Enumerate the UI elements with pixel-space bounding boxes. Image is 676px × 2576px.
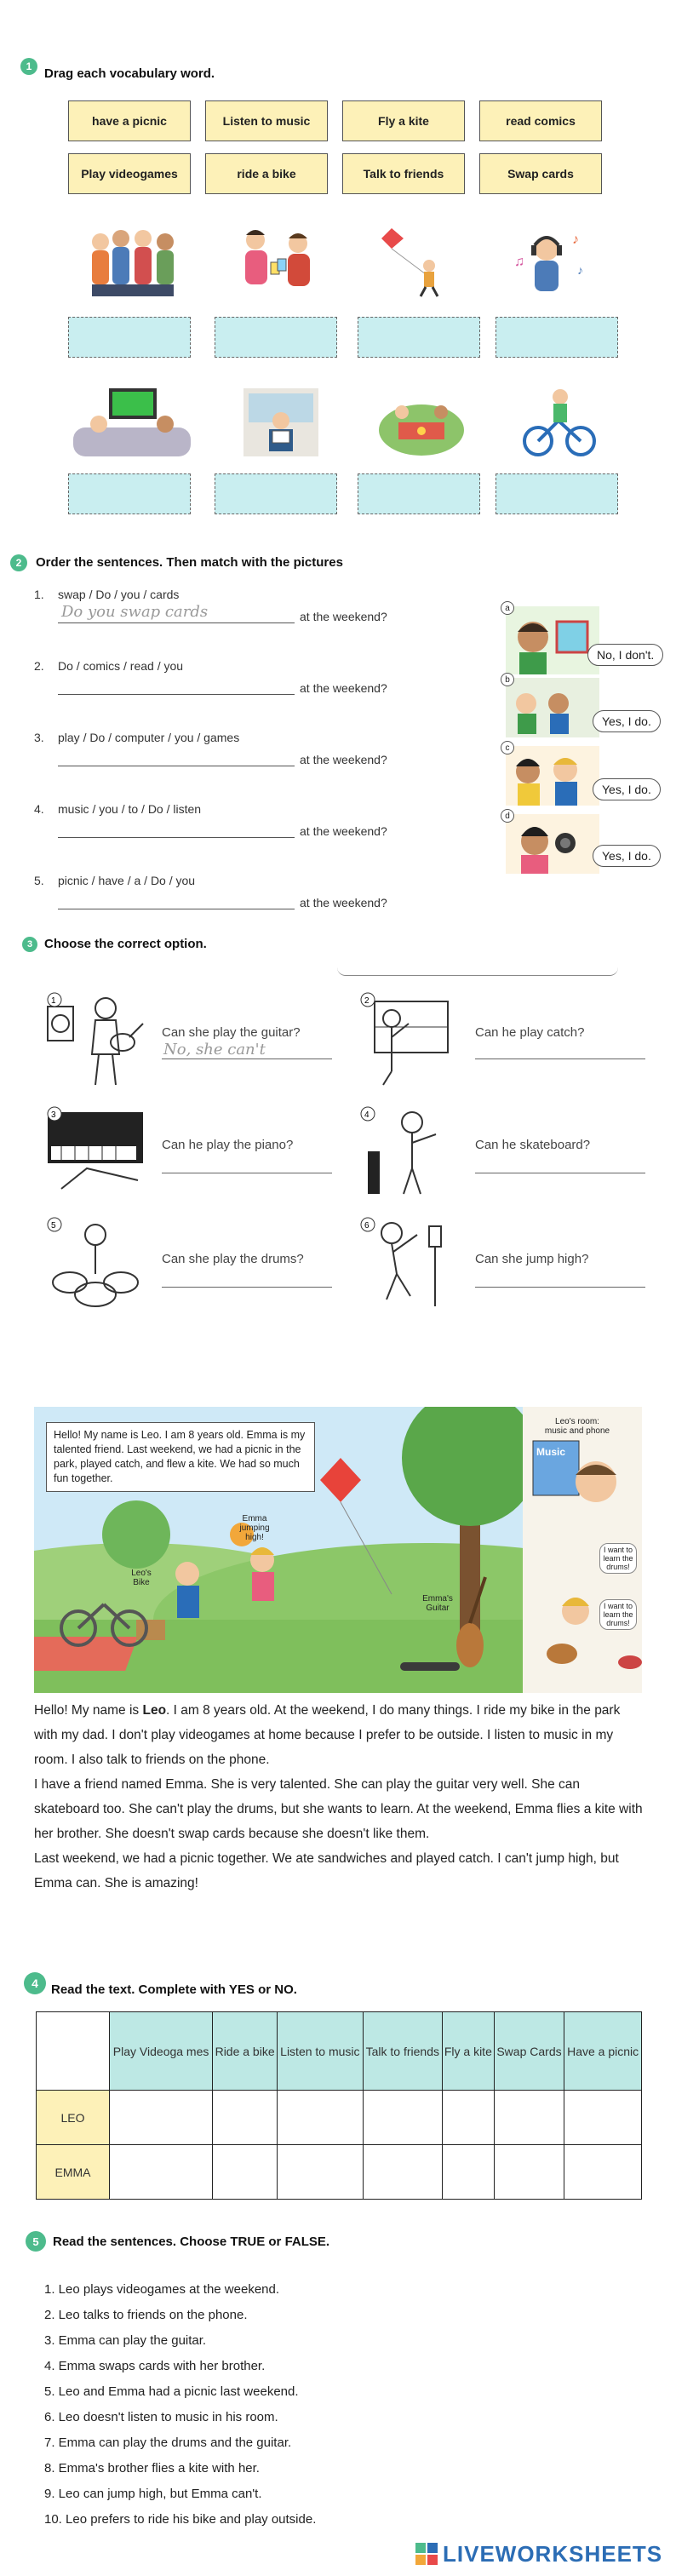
- liveworksheets-logo-icon: [414, 2541, 439, 2567]
- svg-text:4: 4: [364, 1110, 370, 1120]
- drop-box[interactable]: [496, 317, 618, 358]
- reading-text: [34, 1698, 647, 1896]
- sentence-number: 2.: [34, 659, 44, 673]
- answer-cell[interactable]: [494, 2145, 564, 2200]
- sentence-ending: at the weekend?: [300, 896, 387, 909]
- svg-text:♪: ♪: [577, 263, 583, 277]
- word-card[interactable]: Listen to music: [205, 100, 328, 141]
- row-header: EMMA: [37, 2145, 110, 2200]
- play-videogames-picture: [68, 383, 196, 460]
- answer-line[interactable]: [58, 678, 295, 695]
- read-comics-picture: [238, 383, 324, 460]
- story-caption: Hello! My name is Leo. I am 8 years old. Emma is my talented friend. Last weekend, we had a picnic in the park, played catch, and flew a kite. We had so much fun together.: [46, 1422, 315, 1492]
- word-card[interactable]: read comics: [479, 100, 602, 141]
- name-leo: Leo: [142, 1703, 167, 1718]
- word-card[interactable]: Play videogames: [68, 153, 191, 194]
- label-music-poster: Music: [536, 1446, 566, 1458]
- statement: 6. Leo doesn't listen to music in his room.: [44, 2410, 278, 2424]
- paragraph-2: I have a friend named Emma. She is very talented. She can play the guitar very well. She can skateboard too. She can't play the drums, but she wants to learn. At the weekend, Emma flies a kite with her brother. She doesn't swap cards because she doesn't like them.: [34, 1777, 643, 1841]
- statement: 5. Leo and Emma had a picnic last weekend.: [44, 2384, 299, 2399]
- story-illustration: [34, 1407, 642, 1693]
- kids-videogames-picture: [506, 678, 599, 737]
- answer-cell[interactable]: [363, 2145, 442, 2200]
- svg-text:5: 5: [51, 1221, 56, 1231]
- reply-bubble: Yes, I do.: [593, 778, 661, 800]
- answer-text: No, she can't: [163, 1041, 266, 1059]
- answer-cell[interactable]: [278, 2091, 364, 2145]
- question-text: Can he skateboard?: [475, 1138, 591, 1152]
- group-friends-talking-picture: [82, 223, 184, 300]
- answer-cell[interactable]: [213, 2091, 278, 2145]
- drop-box[interactable]: [358, 473, 480, 514]
- label-emma-guitar: Emma's Guitar: [422, 1594, 453, 1613]
- label-leo-room: Leo's room: music and phone: [544, 1417, 610, 1436]
- listen-music-picture: [504, 223, 598, 300]
- answer-cell[interactable]: [213, 2145, 278, 2200]
- picture-letter-b: b: [501, 673, 514, 686]
- fly-kite-picture: [375, 223, 460, 300]
- yes-no-table: [36, 2011, 642, 2200]
- kids-music-picture: [506, 746, 599, 806]
- word-card[interactable]: Talk to friends: [342, 153, 465, 194]
- statement: 10. Leo prefers to ride his bike and play outside.: [44, 2512, 317, 2527]
- svg-text:♫: ♫: [514, 255, 524, 269]
- word-card[interactable]: ride a bike: [205, 153, 328, 194]
- drop-box[interactable]: [215, 473, 337, 514]
- answer-cell[interactable]: [363, 2091, 442, 2145]
- answer-line[interactable]: [475, 1269, 645, 1288]
- section-5-instruction: Read the sentences. Choose TRUE or FALSE.: [53, 2235, 330, 2249]
- answer-cell[interactable]: [442, 2145, 494, 2200]
- picture-letter-c: c: [501, 741, 514, 754]
- answer-cell[interactable]: [278, 2145, 364, 2200]
- section-2-badge: 2: [10, 554, 27, 571]
- column-header: Talk to friends: [363, 2012, 442, 2091]
- scrambled-words: Do / comics / read / you: [58, 659, 184, 673]
- column-header: Ride a bike: [213, 2012, 278, 2091]
- label-want-drums: I want to learn the drums!: [599, 1599, 637, 1630]
- column-header: Have a picnic: [564, 2012, 642, 2091]
- girl-headphones-picture: [506, 814, 599, 874]
- drop-box[interactable]: [496, 473, 618, 514]
- section-4-badge: 4: [24, 1972, 46, 1994]
- drop-box[interactable]: [215, 317, 337, 358]
- answer-line[interactable]: [58, 749, 295, 766]
- decorative-arc: [337, 967, 618, 976]
- drop-box[interactable]: [68, 473, 191, 514]
- statement: 2. Leo talks to friends on the phone.: [44, 2308, 248, 2322]
- answer-line[interactable]: [58, 821, 295, 838]
- answer-line[interactable]: [162, 1269, 332, 1288]
- row-header: LEO: [37, 2091, 110, 2145]
- statement: 9. Leo can jump high, but Emma can't.: [44, 2487, 262, 2501]
- scrambled-words: picnic / have / a / Do / you: [58, 874, 196, 887]
- picnic-picture: [375, 383, 468, 460]
- scrambled-words: play / Do / computer / you / games: [58, 731, 240, 744]
- column-header: Listen to music: [278, 2012, 364, 2091]
- scrambled-words: swap / Do / you / cards: [58, 588, 180, 601]
- word-card[interactable]: Swap cards: [479, 153, 602, 194]
- statement: 4. Emma swaps cards with her brother.: [44, 2359, 266, 2373]
- column-header: Swap Cards: [494, 2012, 564, 2091]
- boy-piano-picture: [44, 1104, 146, 1197]
- boy-catch-picture: [358, 990, 460, 1088]
- sentence-ending: at the weekend?: [300, 681, 387, 695]
- reply-bubble: No, I don't.: [587, 644, 663, 666]
- swap-cards-picture: [230, 223, 324, 300]
- answer-cell[interactable]: [110, 2145, 213, 2200]
- column-header: Play Videoga mes: [110, 2012, 213, 2091]
- girl-jumping-picture: [358, 1214, 460, 1308]
- word-card[interactable]: have a picnic: [68, 100, 191, 141]
- ride-bike-picture: [516, 383, 601, 460]
- section-5-badge: 5: [26, 2231, 46, 2252]
- answer-cell[interactable]: [110, 2091, 213, 2145]
- svg-text:3: 3: [51, 1110, 56, 1120]
- section-1-instruction: Drag each vocabulary word.: [44, 66, 215, 81]
- boy-comics-picture: [506, 606, 599, 674]
- sentence-number: 4.: [34, 802, 44, 816]
- column-header: Fly a kite: [442, 2012, 494, 2091]
- girl-guitar-picture: [44, 990, 146, 1088]
- answer-line[interactable]: [475, 1155, 645, 1173]
- answer-cell[interactable]: [494, 2091, 564, 2145]
- svg-text:6: 6: [364, 1221, 370, 1231]
- answer-line[interactable]: [162, 1155, 332, 1173]
- table-corner: [37, 2012, 110, 2091]
- question-text: Can he play the piano?: [162, 1138, 294, 1152]
- statement: 7. Emma can play the drums and the guitar.: [44, 2435, 292, 2450]
- statement: 3. Emma can play the guitar.: [44, 2333, 207, 2348]
- svg-text:2: 2: [364, 996, 370, 1006]
- label-emma-jumping: Emma jumping high!: [239, 1514, 270, 1542]
- sentence-ending: at the weekend?: [300, 753, 387, 766]
- section-1-badge: 1: [20, 58, 37, 75]
- sentence-number: 3.: [34, 731, 44, 744]
- question-text: Can she play the drums?: [162, 1252, 304, 1266]
- picture-letter-a: a: [501, 601, 514, 615]
- label-leo-bike: Leo's Bike: [131, 1569, 152, 1587]
- sentence-ending: at the weekend?: [300, 824, 387, 838]
- scrambled-words: music / you / to / Do / listen: [58, 802, 202, 816]
- word-card[interactable]: Fly a kite: [342, 100, 465, 141]
- reply-bubble: Yes, I do.: [593, 710, 661, 732]
- answer-line[interactable]: [475, 1041, 645, 1059]
- svg-text:♪: ♪: [572, 232, 579, 247]
- answer-text: Do you swap cards: [61, 603, 209, 621]
- sentence-number: 5.: [34, 874, 44, 887]
- paragraph-1: Hello! My name is Leo. I am 8 years old. At the weekend, I do many things. I ride my bike in the park with my dad. I don't play videogames at home because I prefer to be outside. I listen to music in my room. I also talk to friends on the phone.: [34, 1703, 621, 1767]
- girl-drums-picture: [44, 1214, 146, 1308]
- svg-text:1: 1: [51, 996, 56, 1006]
- answer-cell[interactable]: [564, 2091, 642, 2145]
- answer-line[interactable]: [58, 892, 295, 909]
- drop-box[interactable]: [68, 317, 191, 358]
- liveworksheets-logo[interactable]: LIVEWORKSHEETS: [443, 2541, 663, 2567]
- section-2-instruction: Order the sentences. Then match with the pictures: [36, 555, 343, 570]
- question-text: Can she jump high?: [475, 1252, 589, 1266]
- paragraph-3: Last weekend, we had a picnic together. We ate sandwiches and played catch. I can't jump high, but Emma can. She is amazing!: [34, 1851, 619, 1890]
- section-4-instruction: Read the text. Complete with YES or NO.: [51, 1982, 297, 1997]
- boy-skateboard-picture: [358, 1104, 460, 1197]
- question-text: Can she play the guitar?: [162, 1025, 301, 1040]
- sentence-number: 1.: [34, 588, 44, 601]
- picture-letter-d: d: [501, 809, 514, 823]
- statement: 8. Emma's brother flies a kite with her.: [44, 2461, 260, 2476]
- section-3-instruction: Choose the correct option.: [44, 937, 207, 951]
- answer-cell[interactable]: [564, 2145, 642, 2200]
- sentence-ending: at the weekend?: [300, 610, 387, 623]
- section-3-badge: 3: [22, 937, 37, 952]
- question-text: Can he play catch?: [475, 1025, 585, 1040]
- answer-cell[interactable]: [442, 2091, 494, 2145]
- label-want-drums: I want to learn the drums!: [599, 1543, 637, 1574]
- statement: 1. Leo plays videogames at the weekend.: [44, 2282, 280, 2297]
- drop-box[interactable]: [358, 317, 480, 358]
- reply-bubble: Yes, I do.: [593, 845, 661, 867]
